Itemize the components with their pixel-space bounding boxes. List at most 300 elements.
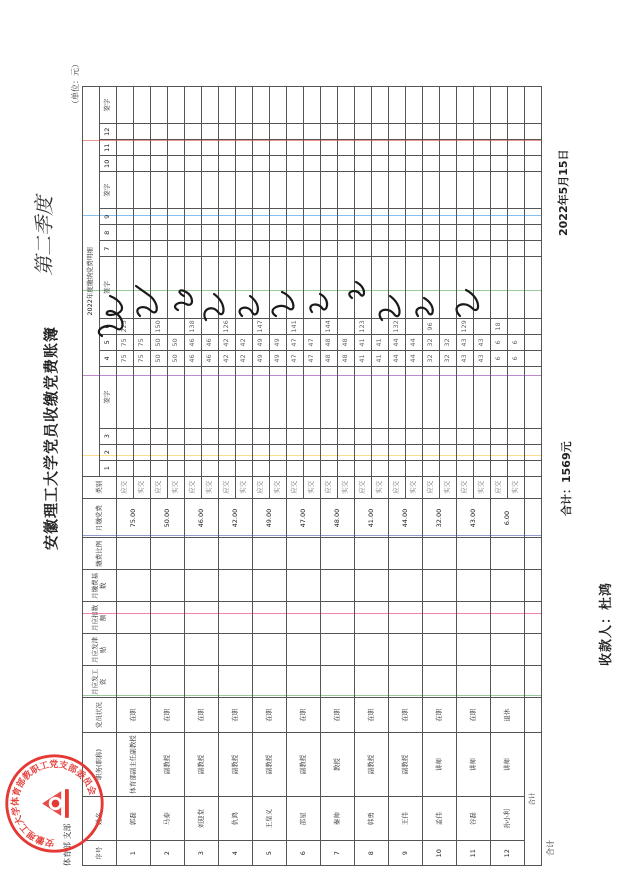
row-sign-cell [406,366,423,428]
row-month-cell [491,241,508,257]
total-cell [525,666,542,698]
row-blank [491,570,525,602]
row-blank [389,602,423,634]
total-cell [525,602,542,634]
row-month-6: 150 [151,318,168,334]
row-month-6: 132 [389,318,406,334]
col-month-10: 10 [100,156,117,172]
row-status: 在职 [287,698,321,733]
row-sign-cell [372,257,389,319]
col-month-12: 12 [100,124,117,140]
total-cell [525,318,542,334]
row-sign-cell [406,257,423,319]
row-sign-cell [474,172,491,209]
row-month-cell [338,156,355,172]
row-sign-cell [508,87,525,124]
row-sign-cell [389,87,406,124]
row-sign-cell [151,257,168,319]
row-position: 副教授 [253,732,287,796]
row-blank [151,666,185,698]
row-month-cell [270,225,287,241]
row-month-cell [321,460,338,476]
table-row [219,87,236,866]
row-month-cell [202,225,219,241]
row-sign-cell [253,172,270,209]
row-month-cell [389,124,406,140]
row-month-cell [474,225,491,241]
row-month-cell [406,225,423,241]
row-month-cell [134,444,151,460]
row-month-cell [491,460,508,476]
row-month-cell [117,241,134,257]
row-month-cell [168,460,185,476]
col-sign: 签字 [100,172,117,209]
row-blank [219,538,253,570]
row-month-cell [474,140,491,156]
row-month-cell [134,140,151,156]
row-blank [457,570,491,602]
row-month-cell [185,444,202,460]
row-seq: 3 [185,841,219,866]
row-month-cell [474,444,491,460]
row-month-cell [151,140,168,156]
row-blank [117,570,151,602]
row-sign-cell [253,87,270,124]
ledger-date: 2022年5月15日 [557,149,570,236]
row-month-4: 50 [151,350,168,366]
row-sign-cell [151,366,168,428]
total-cell [525,366,542,428]
row-month-5: 42 [236,334,253,350]
row-month-cell [134,156,151,172]
row-blank [185,602,219,634]
row-monthly-fee: 42.00 [219,498,253,537]
row-sign-cell [134,172,151,209]
row-month-cell [151,225,168,241]
row-month-cell [236,124,253,140]
row-month-5: 50 [151,334,168,350]
row-sign-cell [355,172,372,209]
row-month-cell [117,156,134,172]
row-position: 讲师 [457,732,491,796]
row-month-cell [338,444,355,460]
row-sign-cell [321,366,338,428]
row-month-cell [457,428,474,444]
row-month-cell [474,428,491,444]
row-seq: 4 [219,841,253,866]
row-blank [185,666,219,698]
row-month-cell [270,156,287,172]
unit-label: （单位：元） [71,60,80,108]
table-row [423,87,440,866]
row-month-cell [508,124,525,140]
row-month-cell [406,156,423,172]
row-blank [253,538,287,570]
row-month-cell [236,209,253,225]
row-blank [321,666,355,698]
row-status: 在职 [151,698,185,733]
row-type: 实交 [372,476,389,498]
row-name: 韩勇 [355,797,389,841]
col-ratio: 缴费比例 [83,538,117,570]
row-month-cell [372,209,389,225]
col-position: 职务(职称) [83,732,117,796]
row-sign-cell [457,172,474,209]
row-month-4: 44 [406,350,423,366]
row-month-4: 48 [338,350,355,366]
row-month-cell [185,241,202,257]
row-month-cell [474,460,491,476]
row-month-cell [338,140,355,156]
row-monthly-fee: 50.00 [151,498,185,537]
row-sign-cell [304,87,321,124]
row-sign-cell [440,87,457,124]
row-status: 在职 [219,698,253,733]
row-month-cell [304,241,321,257]
row-name: 仇鸿 [219,797,253,841]
row-month-cell [185,428,202,444]
col-month-7: 7 [100,241,117,257]
row-month-cell [440,428,457,444]
row-blank [151,538,185,570]
row-month-cell [508,209,525,225]
row-month-cell [491,156,508,172]
row-sign-cell [270,257,287,319]
row-month-cell [440,241,457,257]
row-month-cell [406,124,423,140]
row-month-6 [168,318,185,334]
row-month-cell [440,460,457,476]
row-sign-cell [338,172,355,209]
col-name: 姓名 [83,797,117,841]
row-month-cell [287,209,304,225]
row-status: 在职 [457,698,491,733]
row-sign-cell [321,257,338,319]
row-blank [287,666,321,698]
row-month-cell [168,241,185,257]
row-sign-cell [219,87,236,124]
row-blank [253,666,287,698]
row-month-cell [185,140,202,156]
row-month-cell [219,209,236,225]
total-cell [525,209,542,225]
row-month-cell [304,124,321,140]
row-blank [423,634,457,666]
row-month-cell [168,444,185,460]
row-month-5: 41 [355,334,372,350]
row-month-cell [219,241,236,257]
row-month-cell [236,460,253,476]
col-month-9: 9 [100,209,117,225]
row-month-cell [321,140,338,156]
row-month-cell [389,460,406,476]
row-sign-cell [423,172,440,209]
row-sign-cell [185,172,202,209]
row-type: 实交 [168,476,185,498]
row-status: 在职 [117,698,151,733]
table-row [151,87,168,866]
row-month-6 [338,318,355,334]
row-month-6: 144 [321,318,338,334]
row-month-cell [321,156,338,172]
row-sign-cell [185,257,202,319]
row-sign-cell [117,172,134,209]
row-month-cell [134,209,151,225]
row-sign-cell [168,87,185,124]
row-position: 讲师 [491,732,525,796]
row-month-4: 49 [270,350,287,366]
table-row [117,87,134,866]
row-month-cell [457,444,474,460]
row-blank [457,666,491,698]
total-cell [525,538,542,570]
row-month-cell [202,444,219,460]
row-sign-cell [117,87,134,124]
row-sign-cell [321,172,338,209]
dues-ledger-table [82,86,542,866]
row-sign-cell [202,172,219,209]
row-name: 马泰 [151,797,185,841]
row-sign-cell [202,366,219,428]
row-name: 孟伟 [423,797,457,841]
row-sign-cell [423,257,440,319]
row-month-cell [389,209,406,225]
row-blank [491,666,525,698]
row-sign-cell [236,87,253,124]
row-blank [219,634,253,666]
col-sign: 签字 [100,257,117,319]
row-seq: 8 [355,841,389,866]
col-seq: 序号 [83,841,117,866]
row-month-5: 44 [406,334,423,350]
row-month-cell [321,428,338,444]
row-sign-cell [270,87,287,124]
row-month-cell [219,124,236,140]
row-month-cell [338,241,355,257]
row-sign-cell [457,366,474,428]
row-month-cell [321,209,338,225]
row-sign-cell [491,172,508,209]
row-name: 王皇义 [253,797,287,841]
row-month-cell [236,156,253,172]
row-type: 应交 [457,476,474,498]
row-sign-cell [372,172,389,209]
party-branch-stamp [2,751,107,856]
row-month-6 [304,318,321,334]
row-month-cell [168,225,185,241]
row-monthly-fee: 49.00 [253,498,287,537]
row-type: 实交 [270,476,287,498]
row-month-cell [185,460,202,476]
row-month-cell [202,241,219,257]
row-sign-cell [355,87,372,124]
row-blank [219,602,253,634]
col-monthly-fee: 月缴党费 [83,498,117,537]
row-position: 副教授 [219,732,253,796]
row-month-cell [474,209,491,225]
row-blank [355,634,389,666]
svg-text:安徽理工大学体育部教职工党支部委员会: 安徽理工大学体育部教职工党支部委员会 [11,760,97,848]
row-type: 应交 [185,476,202,498]
row-month-cell [457,209,474,225]
row-sign-cell [491,366,508,428]
row-month-5: 47 [304,334,321,350]
row-month-4: 46 [202,350,219,366]
row-status: 在职 [321,698,355,733]
row-sign-cell [338,257,355,319]
col-month-6: 6 [100,318,117,334]
row-seq: 11 [457,841,491,866]
row-month-6 [134,318,151,334]
row-blank [253,602,287,634]
row-month-cell [253,124,270,140]
row-month-6 [236,318,253,334]
col-month-2: 2 [100,444,117,460]
row-status: 在职 [185,698,219,733]
row-blank [423,666,457,698]
row-status: 在职 [423,698,457,733]
row-month-6: 123 [355,318,372,334]
row-blank [355,602,389,634]
row-month-5: 44 [389,334,406,350]
row-month-cell [321,124,338,140]
row-month-cell [406,444,423,460]
row-month-4: 47 [287,350,304,366]
row-month-cell [270,140,287,156]
row-monthly-fee: 43.00 [457,498,491,537]
row-sign-cell [355,366,372,428]
row-month-5: 50 [168,334,185,350]
row-month-cell [236,428,253,444]
row-sign-cell [474,366,491,428]
row-month-5: 6 [508,334,525,350]
row-status: 退休 [491,698,525,733]
row-month-cell [491,124,508,140]
row-month-6 [372,318,389,334]
row-name: 邵星 [287,797,321,841]
row-month-cell [117,209,134,225]
row-month-4: 75 [134,350,151,366]
row-month-cell [423,225,440,241]
total-cell [525,444,542,460]
row-month-cell [117,124,134,140]
row-month-cell [236,241,253,257]
row-month-cell [168,428,185,444]
row-month-cell [202,124,219,140]
col-type: 类别 [83,476,117,498]
total-cell [525,156,542,172]
row-month-6: 138 [185,318,202,334]
row-month-5: 47 [287,334,304,350]
row-month-cell [270,444,287,460]
row-sign-cell [474,87,491,124]
row-monthly-fee: 6.00 [491,498,525,537]
row-month-cell [202,140,219,156]
row-month-5: 75 [134,334,151,350]
collector-name: 收款人：杜鸿 [599,581,614,666]
row-sign-cell [508,366,525,428]
row-month-6: 18 [491,318,508,334]
row-month-cell [236,225,253,241]
row-month-5: 42 [219,334,236,350]
row-month-4: 43 [457,350,474,366]
row-month-4: 6 [491,350,508,366]
row-type: 应交 [423,476,440,498]
row-month-cell [508,444,525,460]
row-month-cell [423,444,440,460]
row-month-cell [372,124,389,140]
row-month-cell [491,140,508,156]
row-month-cell [389,241,406,257]
row-month-cell [338,428,355,444]
row-sign-cell [287,172,304,209]
row-month-6 [440,318,457,334]
row-blank [321,602,355,634]
row-blank [355,570,389,602]
col-month-8: 8 [100,225,117,241]
row-blank [185,538,219,570]
row-sign-cell [117,257,134,319]
row-type: 实交 [440,476,457,498]
row-sign-cell [202,257,219,319]
row-monthly-fee: 44.00 [389,498,423,537]
col-sign: 签字 [100,87,117,124]
row-month-cell [117,460,134,476]
row-seq: 9 [389,841,423,866]
col-base: 月缴费基数 [83,570,117,602]
row-month-cell [372,444,389,460]
row-name: 刘迎堂 [185,797,219,841]
row-position: 教授 [321,732,355,796]
row-month-cell [168,156,185,172]
row-position: 副教授 [355,732,389,796]
row-month-cell [440,140,457,156]
row-sign-cell [508,172,525,209]
row-month-cell [440,444,457,460]
row-month-cell [304,460,321,476]
row-blank [321,538,355,570]
row-month-cell [491,225,508,241]
row-month-cell [355,460,372,476]
row-month-cell [338,124,355,140]
row-month-6: 129 [457,318,474,334]
row-month-cell [423,140,440,156]
row-month-cell [151,124,168,140]
row-month-cell [134,225,151,241]
row-month-cell [287,444,304,460]
total-cell [525,460,542,476]
row-month-4: 32 [423,350,440,366]
table-row [389,87,406,866]
row-month-5: 48 [338,334,355,350]
row-month-cell [117,225,134,241]
row-month-6 [508,318,525,334]
row-month-cell [389,444,406,460]
row-month-cell [253,460,270,476]
row-month-cell [151,209,168,225]
row-month-cell [151,241,168,257]
col-deduction: 月应扣数额 [83,602,117,634]
row-sign-cell [440,366,457,428]
row-month-cell [253,225,270,241]
row-sign-cell [440,172,457,209]
table-row [185,87,202,866]
row-month-4: 46 [185,350,202,366]
row-blank [423,570,457,602]
row-blank [117,634,151,666]
row-month-5: 32 [423,334,440,350]
row-month-cell [253,156,270,172]
